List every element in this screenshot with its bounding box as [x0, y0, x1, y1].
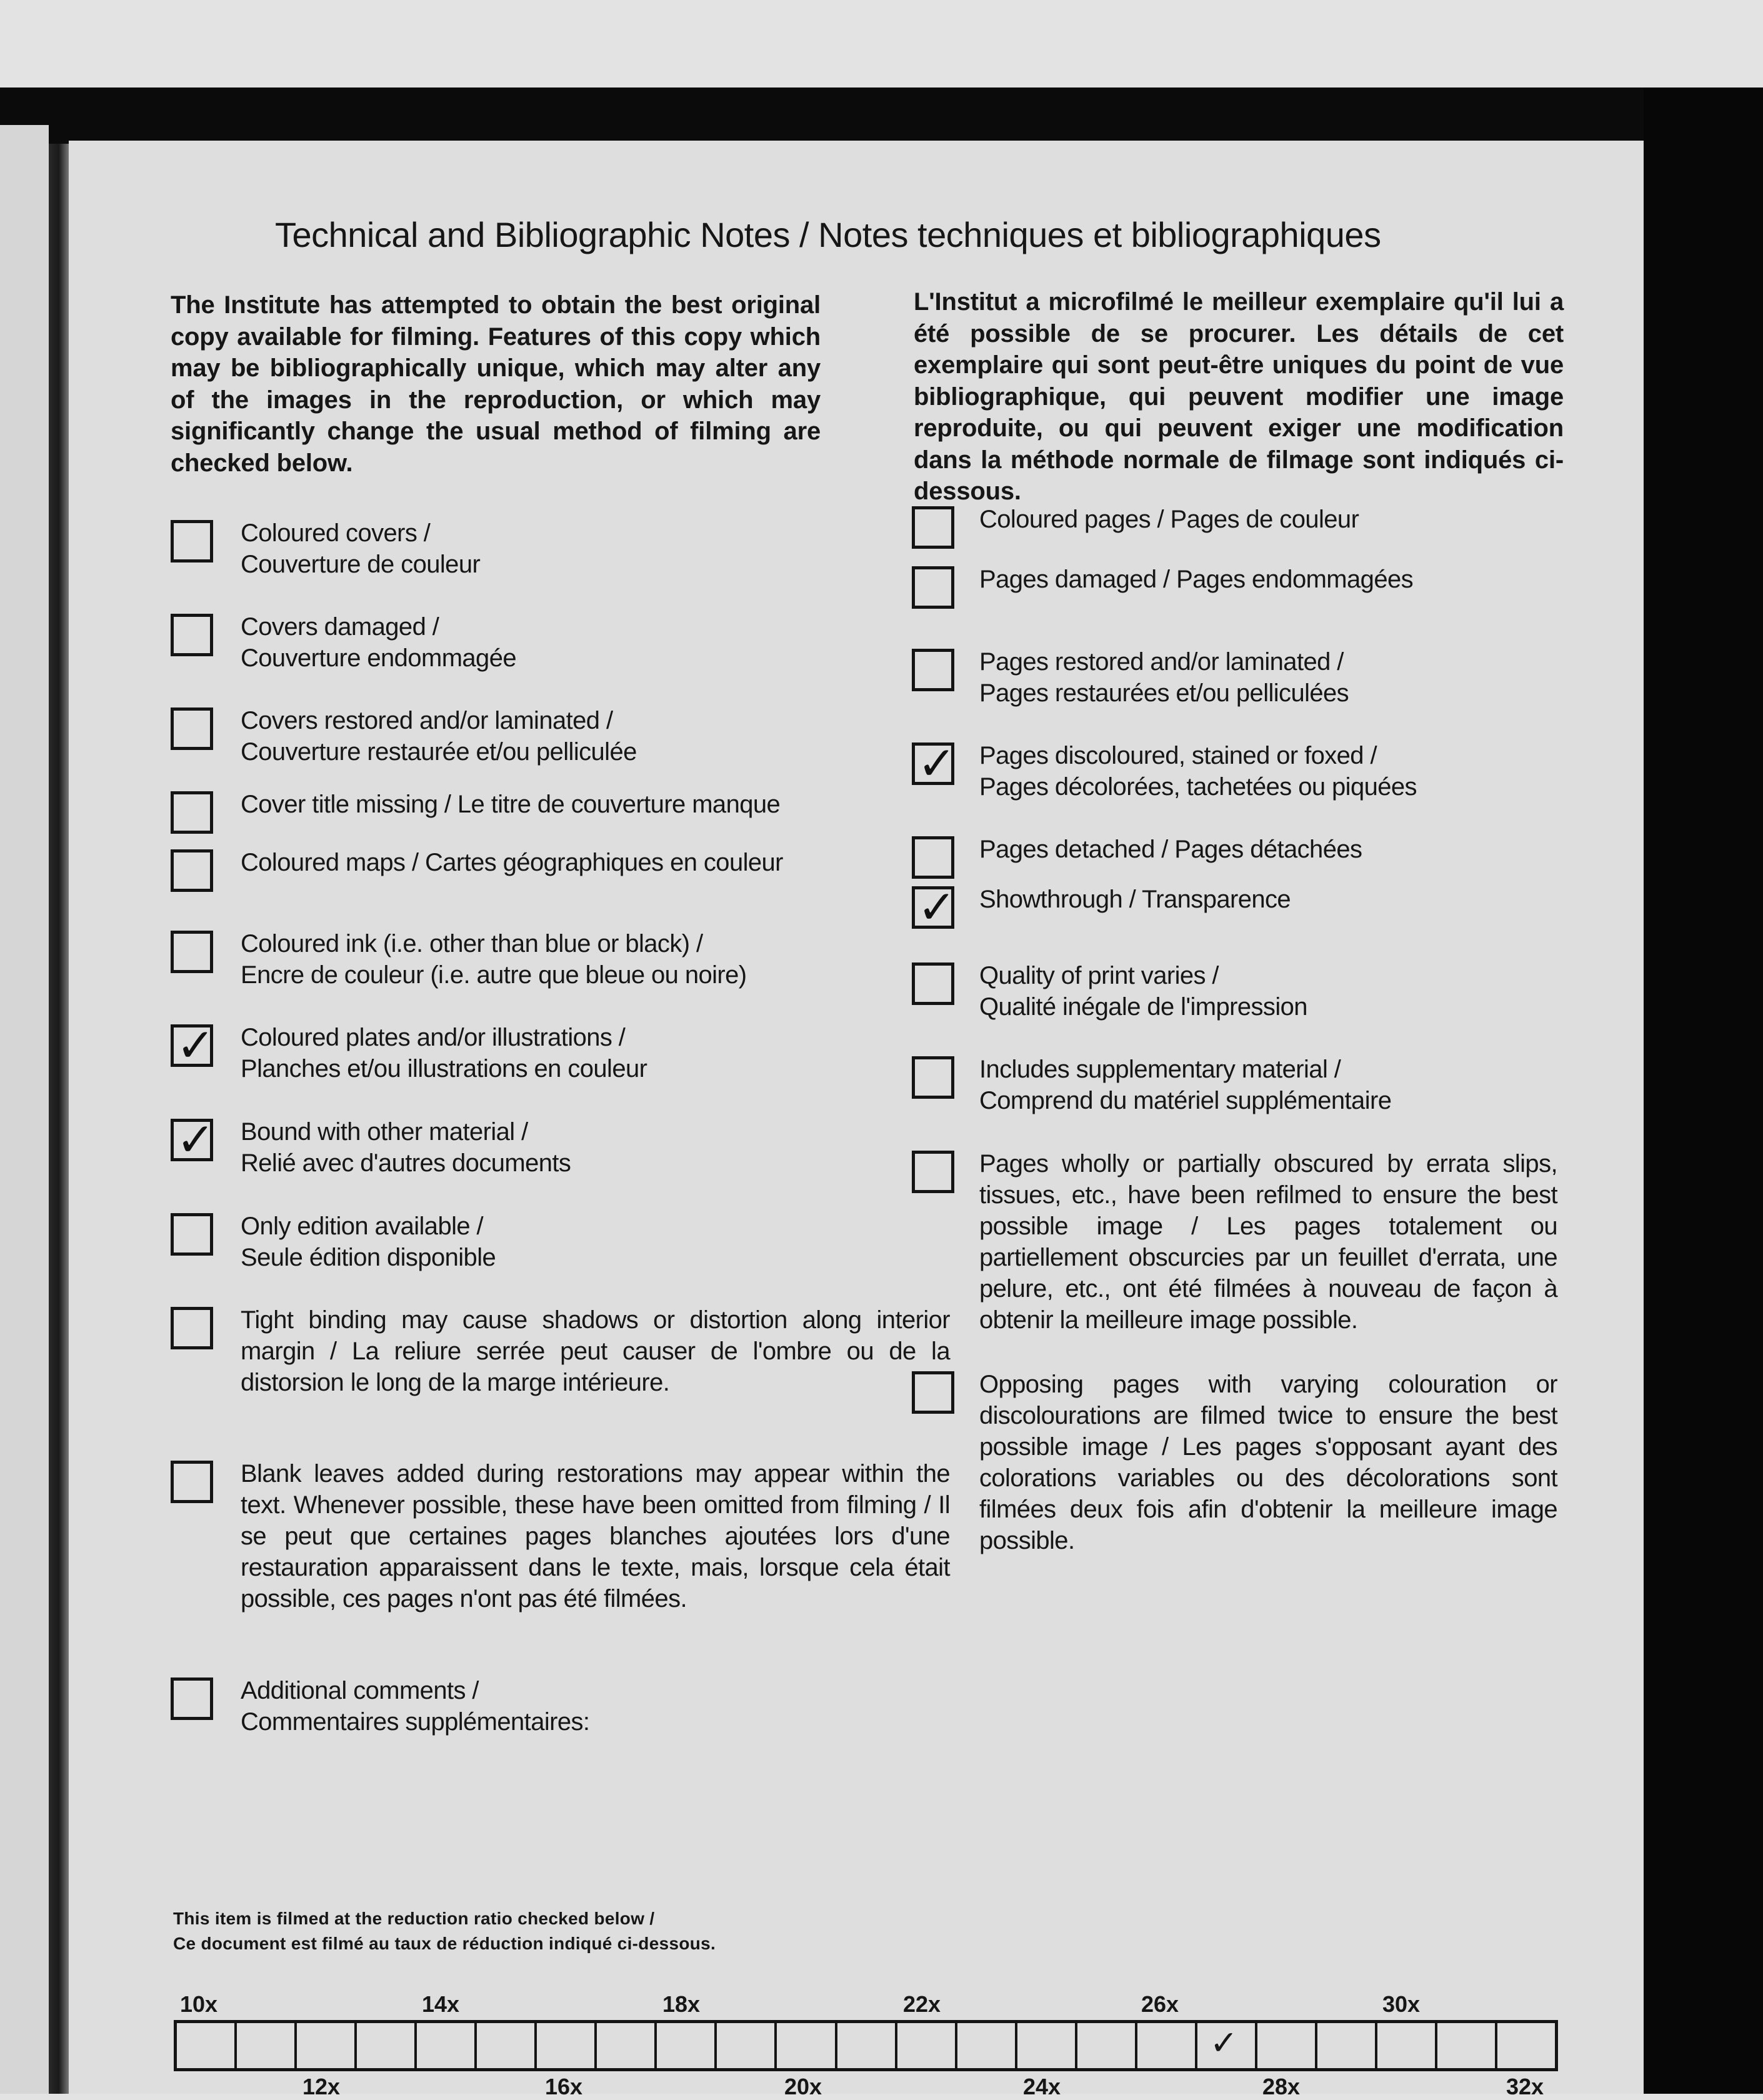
checkmark-icon: ✓: [917, 881, 957, 934]
checkmark-icon: ✓: [917, 737, 957, 791]
checkmark-icon: ✓: [176, 1019, 216, 1072]
ratio-cell[interactable]: [1137, 2023, 1197, 2068]
checklist-label-line: Couverture restaurée et/ou pelliculée: [241, 738, 637, 766]
checkbox[interactable]: [171, 708, 213, 750]
checklist-label-line: Comprend du matériel supplémentaire: [979, 1087, 1392, 1114]
ratio-cell[interactable]: [1197, 2023, 1257, 2068]
checklist-label-line: Pages restored and/or laminated /: [979, 648, 1344, 676]
ratio-cell[interactable]: [177, 2023, 237, 2068]
ratio-cell[interactable]: [957, 2023, 1017, 2068]
ratio-cell[interactable]: [1257, 2023, 1317, 2068]
reduction-ratio-note: [173, 1906, 716, 1956]
scan-right-border: [1644, 88, 1763, 2094]
checklist-label-line: Commentaires supplémentaires:: [241, 1708, 590, 1736]
checklist-label-line: Coloured pages / Pages de couleur: [979, 506, 1359, 533]
checkbox[interactable]: [171, 1113, 216, 1167]
checklist-label-line: Quality of print varies /: [979, 962, 1219, 989]
ratio-label-top: 18x: [662, 1991, 701, 2017]
checklist-label: [241, 928, 747, 991]
checkbox[interactable]: [912, 1056, 954, 1099]
checklist-label: [241, 1458, 950, 1614]
intro-french: L'Institut a microfilmé le meilleur exemplaire qu'il lui a été possible de se procurer. Les détails de cet exemplaire qui sont peut-être uniques du point de vue bibliographique, qui peuvent modifier une image reproduite, ou qui peuvent exiger une modification dans la méthode normale de filmage sont indiqués ci-dessous.: [914, 288, 1564, 505]
ratio-label-bottom: 24x: [1023, 2074, 1061, 2099]
checklist-label: [979, 1054, 1391, 1116]
ratio-cell[interactable]: [477, 2023, 537, 2068]
checkbox[interactable]: [912, 962, 954, 1005]
checklist-label: [241, 1304, 950, 1398]
checklist-label-line: Showthrough / Transparence: [979, 886, 1291, 913]
checklist-label: [241, 1211, 496, 1273]
scan-binding-stripe: [49, 144, 69, 2094]
ratio-cell[interactable]: [297, 2023, 357, 2068]
checkbox[interactable]: [171, 931, 213, 973]
checklist-label: [241, 611, 516, 674]
checkbox[interactable]: [171, 1213, 213, 1256]
checklist-label: [979, 740, 1417, 802]
reduction-ratio-grid: [174, 2020, 1558, 2071]
ratio-cell[interactable]: [1377, 2023, 1437, 2068]
checkbox[interactable]: [171, 1461, 213, 1503]
checklist-label-line: Covers restored and/or laminated /: [241, 707, 613, 734]
ratio-cell[interactable]: [657, 2023, 717, 2068]
ratio-cell[interactable]: [777, 2023, 837, 2068]
checklist-label-line: Couverture de couleur: [241, 551, 481, 578]
checkbox[interactable]: [171, 1019, 216, 1072]
checkmark-icon: ✓: [1209, 2023, 1239, 2062]
ratio-cell[interactable]: [1017, 2023, 1077, 2068]
checklist-label-line: Coloured maps / Cartes géographiques en couleur: [241, 849, 783, 876]
checkbox[interactable]: [171, 1678, 213, 1720]
checkbox[interactable]: [912, 1371, 954, 1414]
ratio-label-top: 14x: [422, 1991, 460, 2017]
ratio-label-bottom: 32x: [1506, 2074, 1544, 2099]
ratio-label-top: 10x: [180, 1991, 218, 2017]
ratio-label-bottom: 12x: [302, 2074, 341, 2099]
ratio-cell[interactable]: [837, 2023, 897, 2068]
checkbox[interactable]: [912, 737, 957, 791]
ratio-cell[interactable]: [417, 2023, 477, 2068]
checklist-label: [979, 504, 1359, 535]
checklist-label: [979, 646, 1349, 709]
checklist-label-line: Encre de couleur (i.e. autre que bleue ou noire): [241, 961, 747, 989]
checklist-label-line: Coloured covers /: [241, 519, 431, 547]
checklist-label: [241, 1675, 589, 1738]
ratio-label-top: 26x: [1141, 1991, 1179, 2017]
checklist-label-line: Pages detached / Pages détachées: [979, 836, 1362, 863]
checklist-label-line: Blank leaves added during restorations may appear within the text. Whenever possible, these have been omitted from filming / Il se peut que certaines pages blanches ajoutées lors d'une restauration apparaissent dans le texte, mais, lorsque cela était possible, ces pages n'ont pas été filmées.: [241, 1460, 950, 1612]
checklist-label-line: Pages damaged / Pages endommagées: [979, 566, 1414, 593]
checklist-label: [979, 960, 1307, 1022]
checklist-label: [241, 1022, 647, 1084]
checklist-label-line: Coloured ink (i.e. other than blue or black) /: [241, 930, 703, 958]
checklist-label-line: Pages décolorées, tachetées ou piquées: [979, 773, 1417, 801]
checklist-label-line: Cover title missing / Le titre de couverture manque: [241, 791, 781, 818]
checklist-label: [979, 834, 1362, 865]
checkbox[interactable]: [171, 614, 213, 656]
checkbox[interactable]: [912, 1151, 954, 1193]
checklist-label-line: Includes supplementary material /: [979, 1056, 1341, 1083]
checklist-label-line: Seule édition disponible: [241, 1244, 496, 1271]
ratio-note-line: Ce document est filmé au taux de réduction indiqué ci-dessous.: [173, 1934, 716, 1953]
ratio-label-top: 30x: [1382, 1991, 1421, 2017]
checklist-label-line: Opposing pages with varying colouration or discolourations are filmed twice to ensure the best possible image / Les pages s'opposant ayant des colorations variables ou des décolorations sont filmées deux fois afin d'obtenir la meilleure image possible.: [979, 1371, 1557, 1554]
ratio-label-bottom: 20x: [784, 2074, 822, 2099]
checklist-label: [241, 705, 637, 768]
ratio-cell[interactable]: [537, 2023, 597, 2068]
ratio-cell[interactable]: [1497, 2023, 1555, 2068]
checklist-label-line: Pages wholly or partially obscured by errata slips, tissues, etc., have been refilmed to ensure the best possible image / Les pages totalement ou partiellement obscurcies par un feuillet d'errata, une pelure, etc., ont été filmées à nouveau de façon à obtenir la meilleure image possible.: [979, 1150, 1557, 1334]
checkbox[interactable]: [171, 791, 213, 834]
checklist-label-line: Pages restaurées et/ou pelliculées: [979, 679, 1349, 707]
ratio-cell[interactable]: [357, 2023, 417, 2068]
checklist-label-line: Qualité inégale de l'impression: [979, 993, 1307, 1021]
checkbox[interactable]: [171, 520, 213, 562]
ratio-cell[interactable]: [597, 2023, 657, 2068]
ratio-cell[interactable]: [237, 2023, 297, 2068]
checklist-label-line: Tight binding may cause shadows or distortion along interior margin / La reliure serrée peut causer de l'ombre ou de la distorsion le long de la marge intérieure.: [241, 1306, 950, 1396]
page-title: Technical and Bibliographic Notes / Notes techniques et bibliographiques: [275, 215, 1381, 254]
checklist-label: [241, 789, 780, 820]
ratio-cell[interactable]: [897, 2023, 957, 2068]
ratio-cell[interactable]: [1317, 2023, 1377, 2068]
checklist-label: [979, 1148, 1557, 1336]
checklist-label: [979, 564, 1413, 595]
checklist-label-line: Planches et/ou illustrations en couleur: [241, 1055, 647, 1082]
scan-left-margin: [0, 125, 49, 2094]
checkmark-icon: ✓: [176, 1113, 216, 1167]
checklist-label: [979, 884, 1291, 915]
checklist-label: [241, 518, 480, 580]
ratio-label-bottom: 28x: [1262, 2074, 1301, 2099]
checklist-label-line: Additional comments /: [241, 1677, 479, 1704]
checkbox[interactable]: [912, 649, 954, 691]
ratio-note-line: This item is filmed at the reduction ratio checked below /: [173, 1909, 655, 1928]
checklist-label: [241, 847, 783, 878]
checkbox[interactable]: [912, 566, 954, 609]
checklist-label-line: Coloured plates and/or illustrations /: [241, 1024, 626, 1051]
checklist-label-line: Relié avec d'autres documents: [241, 1149, 571, 1177]
ratio-label-bottom: 16x: [545, 2074, 583, 2099]
checklist-label: [241, 1116, 571, 1179]
checkbox[interactable]: [171, 849, 213, 892]
checklist-label-line: Couverture endommagée: [241, 644, 516, 672]
ratio-label-top: 22x: [903, 1991, 941, 2017]
ratio-cell[interactable]: [1077, 2023, 1137, 2068]
ratio-cell[interactable]: [717, 2023, 777, 2068]
checkbox[interactable]: [912, 506, 954, 549]
intro-english: The Institute has attempted to obtain the best original copy available for filming. Features of this copy which may be bibliographically unique, which may alter any of the images in the reproduction, or which may significantly change the usual method of filming are checked below.: [171, 291, 821, 477]
checkbox[interactable]: [171, 1307, 213, 1349]
checklist-label-line: Bound with other material /: [241, 1118, 528, 1146]
checklist-label: [979, 1369, 1557, 1556]
checklist-label-line: Covers damaged /: [241, 613, 439, 641]
checklist-label-line: Only edition available /: [241, 1212, 484, 1240]
checklist-label-line: Pages discoloured, stained or foxed /: [979, 742, 1377, 769]
checkbox[interactable]: [912, 881, 957, 934]
checkbox[interactable]: [912, 836, 954, 879]
ratio-cell[interactable]: [1437, 2023, 1497, 2068]
